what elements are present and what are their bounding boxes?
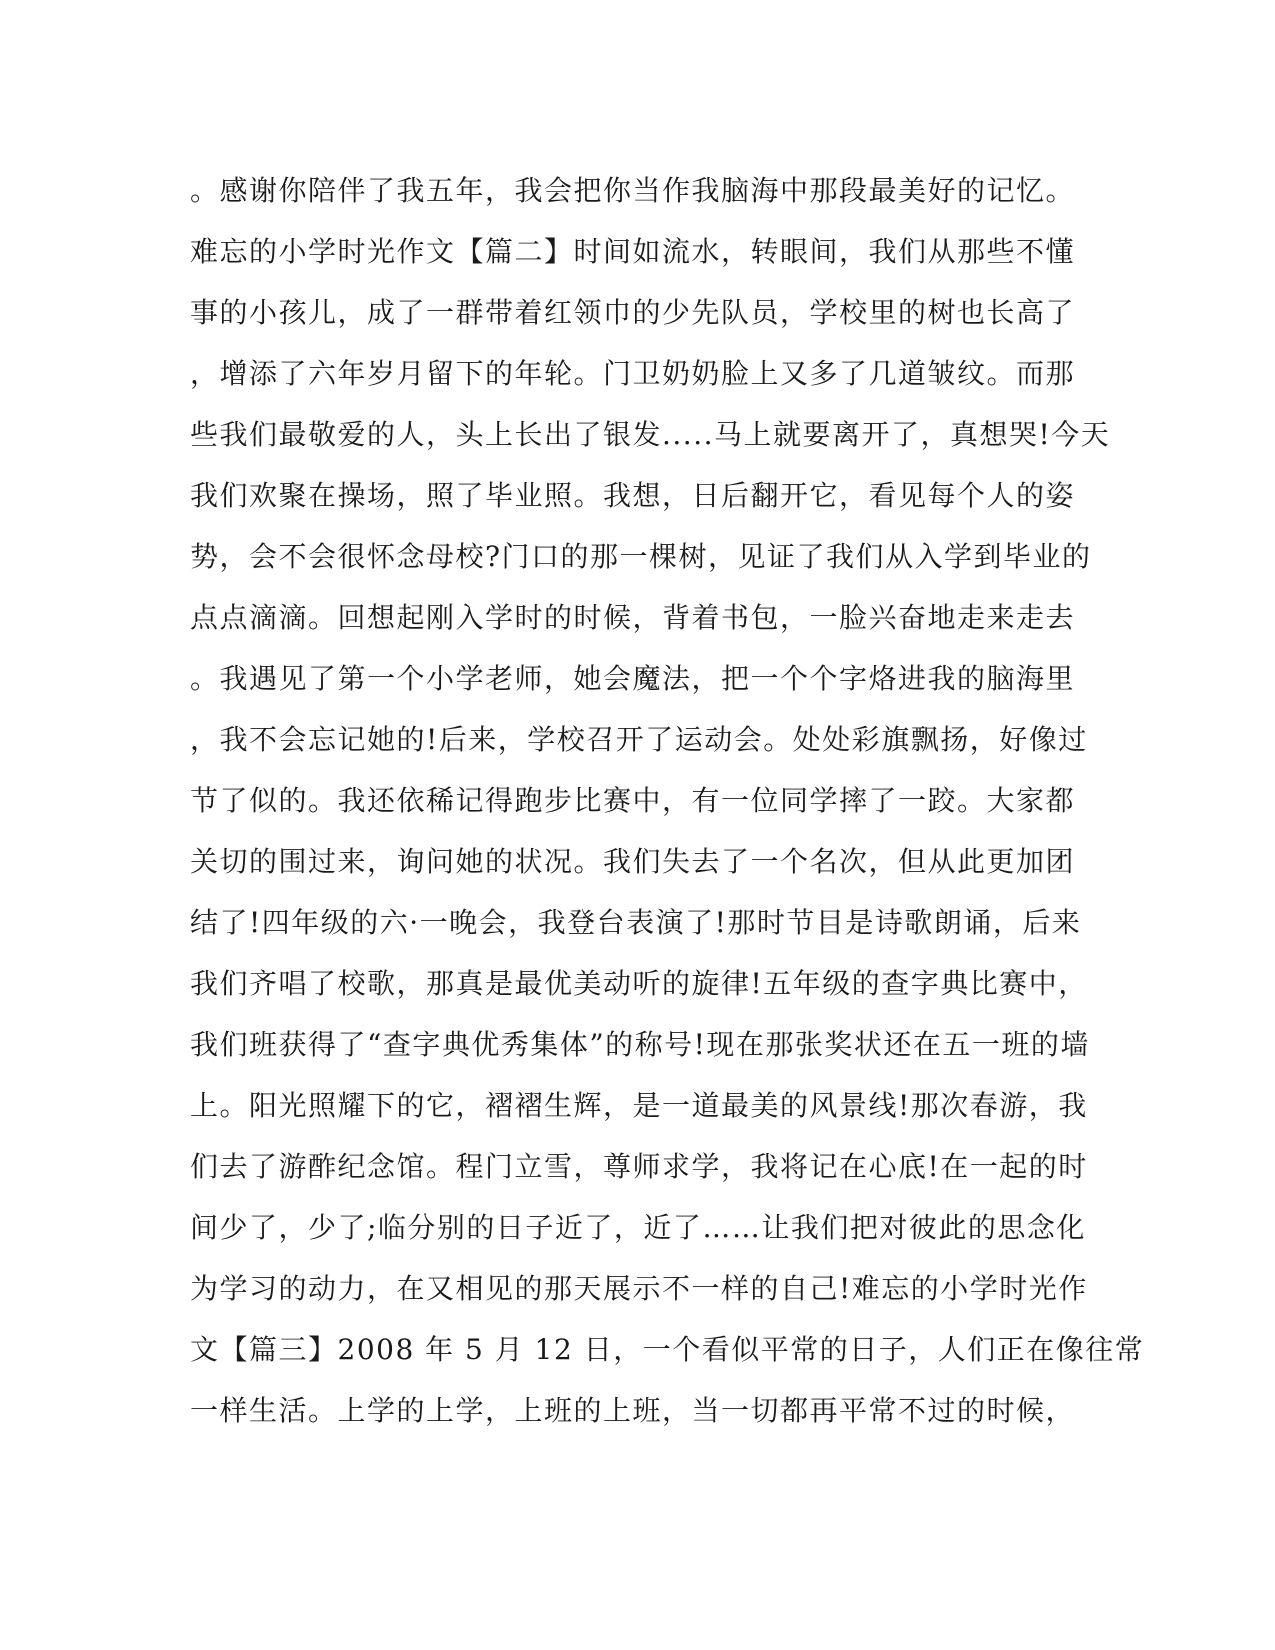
- text-line-1: 。感谢你陪伴了我五年，我会把你当作我脑海中那段最美好的记忆。: [190, 174, 1076, 207]
- text-line-5: 些我们最敬爱的人，头上长出了银发.....马上就要离开了，真想哭!今天: [190, 418, 1111, 451]
- text-line-20: 文【篇三】2008 年 5 月 12 日，一个看似平常的日子，人们正在像往常: [190, 1333, 1145, 1366]
- text-line-13: 结了!四年级的六·一晚会，我登台表演了!那时节目是诗歌朗诵，后来: [190, 906, 1082, 939]
- text-line-10: ，我不会忘记她的!后来，学校召开了运动会。处处彩旗飘扬，好像过: [190, 723, 1088, 756]
- text-line-2: 难忘的小学时光作文【篇二】时间如流水，转眼间，我们从那些不懂: [190, 235, 1076, 268]
- text-line-15: 我们班获得了“查字典优秀集体”的称号!现在那张奖状还在五一班的墙: [190, 1028, 1090, 1061]
- text-line-16: 上。阳光照耀下的它，褶褶生辉，是一道最美的风景线!那次春游，我: [190, 1089, 1088, 1122]
- text-line-11: 节了似的。我还依稀记得跑步比赛中，有一位同学摔了一跤。大家都: [190, 784, 1076, 817]
- essay-text-block: [190, 160, 1145, 1441]
- text-line-8: 点点滴滴。回想起刚入学时的时候，背着书包，一脸兴奋地走来走去: [190, 601, 1076, 634]
- text-line-19: 为学习的动力，在又相见的那天展示不一样的自己!难忘的小学时光作: [190, 1272, 1088, 1305]
- text-line-12: 关切的围过来，询问她的状况。我们失去了一个名次，但从此更加团: [190, 845, 1076, 878]
- text-line-3: 事的小孩儿，成了一群带着红领巾的少先队员，学校里的树也长高了: [190, 296, 1076, 329]
- text-line-7: 势，会不会很怀念母校?门口的那一棵树，见证了我们从入学到毕业的: [190, 540, 1092, 573]
- text-line-4: ，增添了六年岁月留下的年轮。门卫奶奶脸上又多了几道皱纹。而那: [190, 357, 1076, 390]
- text-line-17: 们去了游酢纪念馆。程门立雪，尊师求学，我将记在心底!在一起的时: [190, 1150, 1088, 1183]
- text-line-14: 我们齐唱了校歌，那真是最优美动听的旋律!五年级的查字典比赛中，: [190, 967, 1088, 1000]
- text-line-6: 我们欢聚在操场，照了毕业照。我想，日后翻开它，看见每个人的姿: [190, 479, 1076, 512]
- text-line-9: 。我遇见了第一个小学老师，她会魔法，把一个个字烙进我的脑海里: [190, 662, 1076, 695]
- text-line-21: 一样生活。上学的上学，上班的上班，当一切都再平常不过的时候，: [190, 1394, 1076, 1427]
- text-line-18: 间少了，少了;临分别的日子近了，近了……让我们把对彼此的思念化: [190, 1211, 1086, 1244]
